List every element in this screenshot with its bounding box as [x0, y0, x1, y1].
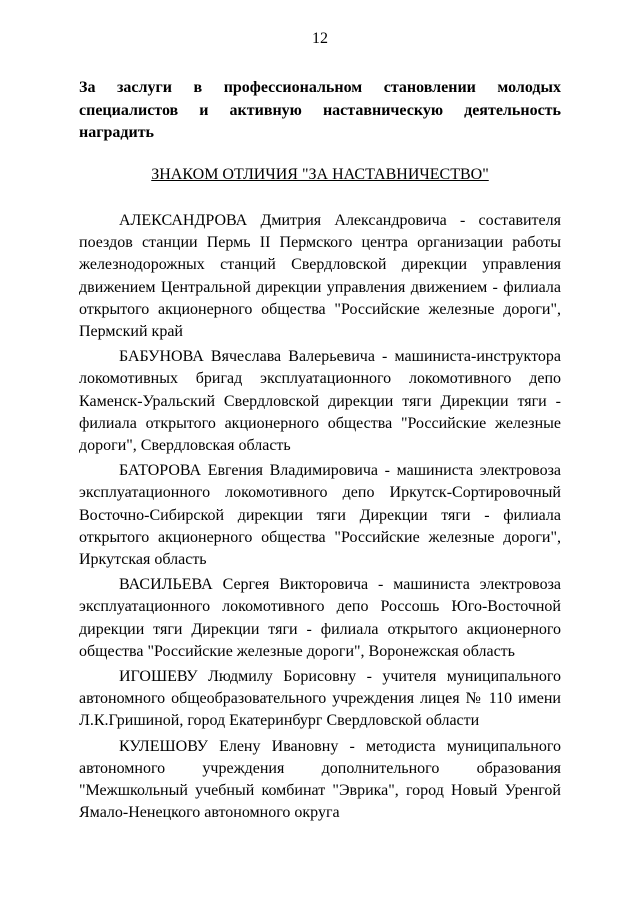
recipient-entry: КУЛЕШОВУ Елену Ивановну - методиста муниципального автономного учреждения дополнительного образования "Межшкольный учебный комбинат "Эврика", город Новый Уренгой Ямало-Ненецкого автономного округа [79, 737, 561, 822]
page-number: 12 [312, 30, 328, 47]
award-title: ЗНАКОМ ОТЛИЧИЯ "ЗА НАСТАВНИЧЕСТВО" [151, 166, 489, 183]
recipient-entry: АЛЕКСАНДРОВА Дмитрия Александровича - составителя поездов станции Пермь II Пермского центра организации работы железнодорожных станций Свердловской дирекции управления движением Центральной дирекции управления движением - филиала открытого акционерного общества "Российские железные дороги", Пермский край [79, 212, 561, 341]
award-recipients-list [79, 210, 561, 827]
recipient-entry: ВАСИЛЬЕВА Сергея Викторовича - машиниста электровоза эксплуатационного локомотивного депо Россошь Юго-Восточной дирекции тяги Дирекции тяги - филиала открытого акционерного общества "Российские железные дороги", Воронежская область [79, 576, 561, 660]
recipient-entry: ИГОШЕВУ Людмилу Борисовну - учителя муниципального автономного общеобразовательного учреждения лицея № 110 имени Л.К.Гришиной, город Екатеринбург Свердловской области [79, 668, 561, 730]
recipient-entry: БАБУНОВА Вячеслава Валерьевича - машиниста-инструктора локомотивных бригад эксплуатационного локомотивного депо Каменск-Уральский Свердловской дирекции тяги Дирекции тяги - филиала открытого акционерного общества "Российские железные дороги", Свердловская область [79, 348, 561, 455]
recipient-entry: БАТОРОВА Евгения Владимировича - машиниста электровоза эксплуатационного локомотивного депо Иркутск-Сортировочный Восточно-Сибирской дирекции тяги Дирекции тяги - филиала открытого акционерного общества "Российские железные дороги", Иркутская область [79, 462, 561, 569]
intro-paragraph: За заслуги в профессиональном становлении молодых специалистов и активную наставническую деятельность наградить [79, 79, 561, 141]
